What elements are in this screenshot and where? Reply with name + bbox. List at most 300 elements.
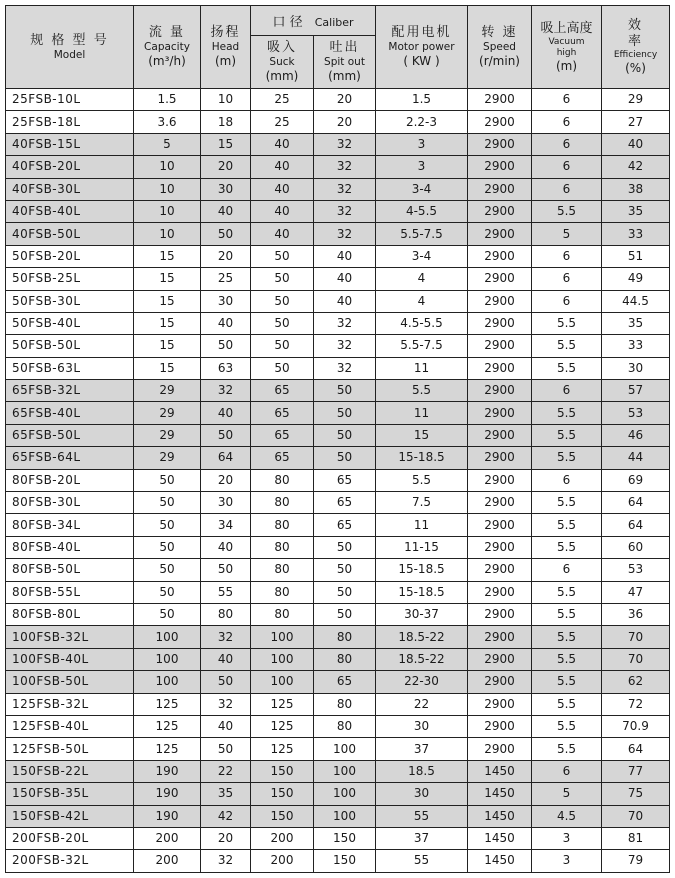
cell-speed: 2900 [468,738,532,760]
cell-vacuum-high: 5.5 [532,335,602,357]
cell-vacuum-high: 5.5 [532,357,602,379]
header-vacuum [532,6,602,89]
cell-capacity: 200 [134,827,201,849]
pump-spec-table-wrapper [5,5,669,873]
cell-head: 40 [201,200,251,222]
table-row [6,424,670,446]
cell-suck: 65 [251,424,314,446]
header-efficiency-en: Efficiency [613,50,658,60]
cell-capacity: 5 [134,133,201,155]
cell-efficiency: 53 [602,559,670,581]
cell-efficiency: 81 [602,827,670,849]
cell-head: 20 [201,827,251,849]
cell-suck: 65 [251,447,314,469]
cell-suck: 25 [251,89,314,111]
cell-model: 200FSB-20L [6,827,134,849]
cell-efficiency: 36 [602,603,670,625]
header-spitout-en: Spit out [324,56,365,68]
cell-vacuum-high: 6 [532,760,602,782]
cell-vacuum-high: 5.5 [532,581,602,603]
cell-speed: 2900 [468,715,532,737]
cell-speed: 2900 [468,200,532,222]
cell-motor-power: 37 [376,827,468,849]
cell-capacity: 15 [134,290,201,312]
cell-vacuum-high: 5.5 [532,402,602,424]
cell-speed: 2900 [468,603,532,625]
cell-motor-power: 11 [376,357,468,379]
cell-speed: 2900 [468,424,532,446]
cell-model: 80FSB-34L [6,514,134,536]
cell-speed: 2900 [468,335,532,357]
table-row [6,335,670,357]
cell-suck: 200 [251,827,314,849]
cell-capacity: 125 [134,715,201,737]
cell-spit-out: 32 [314,335,376,357]
pump-spec-table [5,5,670,873]
cell-spit-out: 100 [314,738,376,760]
table-row [6,156,670,178]
cell-speed: 2900 [468,536,532,558]
cell-head: 50 [201,559,251,581]
cell-motor-power: 5.5 [376,380,468,402]
cell-vacuum-high: 5 [532,783,602,805]
cell-efficiency: 64 [602,738,670,760]
cell-spit-out: 65 [314,492,376,514]
cell-efficiency: 44.5 [602,290,670,312]
cell-model: 100FSB-40L [6,648,134,670]
cell-suck: 125 [251,693,314,715]
cell-suck: 40 [251,178,314,200]
cell-capacity: 29 [134,424,201,446]
cell-head: 40 [201,715,251,737]
header-vacuum-zh: 吸上高度 [540,20,593,36]
table-row [6,581,670,603]
cell-efficiency: 72 [602,693,670,715]
cell-capacity: 50 [134,514,201,536]
cell-capacity: 29 [134,402,201,424]
cell-motor-power: 11-15 [376,536,468,558]
cell-speed: 2900 [468,559,532,581]
cell-speed: 2900 [468,290,532,312]
cell-capacity: 100 [134,648,201,670]
table-row [6,738,670,760]
table-row [6,469,670,491]
cell-efficiency: 35 [602,200,670,222]
cell-model: 80FSB-40L [6,536,134,558]
cell-speed: 2900 [468,693,532,715]
cell-vacuum-high: 5.5 [532,715,602,737]
cell-efficiency: 30 [602,357,670,379]
cell-vacuum-high: 5.5 [532,514,602,536]
cell-model: 100FSB-32L [6,626,134,648]
header-efficiency-unit: (%) [625,61,646,75]
cell-head: 20 [201,469,251,491]
cell-efficiency: 60 [602,536,670,558]
cell-efficiency: 44 [602,447,670,469]
cell-head: 20 [201,156,251,178]
cell-spit-out: 65 [314,671,376,693]
cell-efficiency: 47 [602,581,670,603]
cell-model: 100FSB-50L [6,671,134,693]
table-row [6,89,670,111]
table-row [6,133,670,155]
cell-motor-power: 18.5-22 [376,626,468,648]
cell-capacity: 15 [134,335,201,357]
cell-model: 80FSB-80L [6,603,134,625]
cell-spit-out: 32 [314,312,376,334]
cell-model: 200FSB-32L [6,850,134,872]
cell-head: 50 [201,424,251,446]
cell-model: 125FSB-50L [6,738,134,760]
header-vacuum-en: Vacuum high [548,36,585,58]
cell-capacity: 190 [134,805,201,827]
header-speed-en: Speed [483,41,516,53]
header-head-en: Head [211,41,240,53]
header-model-en: Model [53,48,86,61]
cell-speed: 2900 [468,357,532,379]
cell-spit-out: 40 [314,290,376,312]
header-motor-zh: 配用电机 [391,25,452,40]
cell-spit-out: 50 [314,402,376,424]
cell-efficiency: 75 [602,783,670,805]
cell-vacuum-high: 3 [532,850,602,872]
table-row [6,827,670,849]
cell-capacity: 125 [134,693,201,715]
cell-motor-power: 3-4 [376,178,468,200]
cell-model: 125FSB-40L [6,715,134,737]
cell-vacuum-high: 5.5 [532,603,602,625]
cell-motor-power: 18.5-22 [376,648,468,670]
cell-motor-power: 15-18.5 [376,581,468,603]
cell-spit-out: 40 [314,245,376,267]
cell-efficiency: 70.9 [602,715,670,737]
cell-vacuum-high: 5 [532,223,602,245]
cell-efficiency: 33 [602,223,670,245]
cell-speed: 2900 [468,156,532,178]
header-capacity-en: Capacity [144,41,190,53]
cell-head: 22 [201,760,251,782]
cell-speed: 2900 [468,178,532,200]
cell-efficiency: 40 [602,133,670,155]
cell-vacuum-high: 6 [532,133,602,155]
header-caliber [251,6,376,36]
cell-capacity: 3.6 [134,111,201,133]
cell-head: 63 [201,357,251,379]
cell-efficiency: 35 [602,312,670,334]
cell-suck: 50 [251,290,314,312]
cell-suck: 50 [251,268,314,290]
table-row [6,357,670,379]
table-row [6,380,670,402]
header-suck-unit: (mm) [265,69,299,83]
header-speed-zh: 转 速 [481,25,518,40]
cell-suck: 50 [251,335,314,357]
cell-efficiency: 38 [602,178,670,200]
cell-vacuum-high: 6 [532,245,602,267]
cell-capacity: 29 [134,447,201,469]
cell-motor-power: 18.5 [376,760,468,782]
cell-spit-out: 50 [314,380,376,402]
cell-capacity: 50 [134,559,201,581]
cell-model: 50FSB-20L [6,245,134,267]
table-header [6,6,670,89]
cell-motor-power: 22-30 [376,671,468,693]
cell-model: 40FSB-40L [6,200,134,222]
table-row [6,223,670,245]
cell-efficiency: 64 [602,492,670,514]
cell-speed: 2900 [468,245,532,267]
cell-vacuum-high: 6 [532,178,602,200]
cell-efficiency: 49 [602,268,670,290]
cell-head: 32 [201,693,251,715]
cell-model: 65FSB-32L [6,380,134,402]
cell-vacuum-high: 5.5 [532,671,602,693]
cell-spit-out: 32 [314,178,376,200]
header-speed [468,6,532,89]
cell-head: 32 [201,380,251,402]
cell-vacuum-high: 6 [532,290,602,312]
cell-motor-power: 7.5 [376,492,468,514]
cell-model: 40FSB-20L [6,156,134,178]
cell-suck: 150 [251,760,314,782]
header-head [201,6,251,89]
cell-suck: 200 [251,850,314,872]
cell-suck: 50 [251,312,314,334]
cell-efficiency: 79 [602,850,670,872]
cell-suck: 100 [251,671,314,693]
cell-motor-power: 2.2-3 [376,111,468,133]
header-head-unit: (m) [214,54,237,68]
table-row [6,268,670,290]
table-row [6,536,670,558]
cell-model: 40FSB-30L [6,178,134,200]
cell-suck: 40 [251,200,314,222]
cell-suck: 40 [251,156,314,178]
header-spitout [314,36,376,89]
table-row [6,178,670,200]
cell-model: 50FSB-30L [6,290,134,312]
cell-vacuum-high: 6 [532,559,602,581]
cell-model: 25FSB-18L [6,111,134,133]
cell-suck: 80 [251,492,314,514]
cell-motor-power: 55 [376,805,468,827]
cell-vacuum-high: 5.5 [532,693,602,715]
cell-speed: 2900 [468,89,532,111]
cell-suck: 80 [251,603,314,625]
cell-motor-power: 3-4 [376,245,468,267]
cell-suck: 80 [251,536,314,558]
header-suck-zh: 吸入 [266,40,297,55]
cell-speed: 2900 [468,133,532,155]
cell-motor-power: 55 [376,850,468,872]
cell-spit-out: 150 [314,827,376,849]
header-spitout-unit: (mm) [328,69,361,83]
cell-suck: 100 [251,648,314,670]
cell-head: 25 [201,268,251,290]
cell-head: 50 [201,671,251,693]
cell-motor-power: 30 [376,715,468,737]
cell-vacuum-high: 5.5 [532,424,602,446]
cell-speed: 2900 [468,447,532,469]
cell-head: 30 [201,178,251,200]
cell-vacuum-high: 5.5 [532,492,602,514]
header-model [6,6,134,89]
cell-vacuum-high: 6 [532,111,602,133]
cell-spit-out: 50 [314,447,376,469]
cell-head: 55 [201,581,251,603]
cell-motor-power: 11 [376,402,468,424]
cell-motor-power: 3 [376,133,468,155]
cell-head: 10 [201,89,251,111]
header-speed-unit: (r/min) [479,54,520,68]
cell-suck: 80 [251,559,314,581]
table-row [6,447,670,469]
cell-spit-out: 40 [314,268,376,290]
cell-head: 18 [201,111,251,133]
header-model-zh: 规 格 型 号 [30,32,109,48]
cell-vacuum-high: 6 [532,469,602,491]
header-caliber-en: Caliber [314,16,354,29]
table-row [6,693,670,715]
cell-efficiency: 42 [602,156,670,178]
cell-motor-power: 15-18.5 [376,559,468,581]
cell-capacity: 100 [134,626,201,648]
cell-speed: 2900 [468,671,532,693]
cell-model: 80FSB-50L [6,559,134,581]
cell-motor-power: 3 [376,156,468,178]
cell-speed: 1450 [468,783,532,805]
cell-model: 150FSB-42L [6,805,134,827]
cell-motor-power: 5.5-7.5 [376,223,468,245]
cell-head: 50 [201,738,251,760]
table-row [6,245,670,267]
cell-efficiency: 29 [602,89,670,111]
cell-head: 40 [201,402,251,424]
cell-speed: 2900 [468,223,532,245]
header-capacity-zh: 流 量 [148,25,186,40]
cell-speed: 1450 [468,760,532,782]
cell-speed: 2900 [468,581,532,603]
cell-model: 150FSB-35L [6,783,134,805]
cell-speed: 2900 [468,402,532,424]
cell-spit-out: 100 [314,805,376,827]
cell-spit-out: 100 [314,783,376,805]
cell-head: 35 [201,783,251,805]
cell-efficiency: 33 [602,335,670,357]
cell-spit-out: 50 [314,424,376,446]
cell-spit-out: 65 [314,469,376,491]
cell-suck: 125 [251,715,314,737]
cell-head: 30 [201,492,251,514]
cell-speed: 2900 [468,492,532,514]
header-capacity [134,6,201,89]
cell-spit-out: 32 [314,133,376,155]
cell-suck: 80 [251,469,314,491]
cell-speed: 1450 [468,827,532,849]
cell-capacity: 50 [134,492,201,514]
cell-efficiency: 77 [602,760,670,782]
cell-suck: 125 [251,738,314,760]
cell-spit-out: 32 [314,357,376,379]
table-row [6,200,670,222]
cell-motor-power: 4-5.5 [376,200,468,222]
cell-model: 25FSB-10L [6,89,134,111]
cell-vacuum-high: 5.5 [532,648,602,670]
table-row [6,715,670,737]
header-spitout-zh: 吐出 [329,40,360,55]
cell-vacuum-high: 5.5 [532,536,602,558]
cell-model: 50FSB-40L [6,312,134,334]
cell-model: 40FSB-15L [6,133,134,155]
table-row [6,805,670,827]
cell-motor-power: 37 [376,738,468,760]
table-row [6,402,670,424]
cell-efficiency: 70 [602,626,670,648]
cell-spit-out: 100 [314,760,376,782]
cell-speed: 2900 [468,626,532,648]
cell-vacuum-high: 4.5 [532,805,602,827]
header-motor-en: Motor power [388,41,455,53]
cell-capacity: 10 [134,178,201,200]
cell-motor-power: 1.5 [376,89,468,111]
table-row [6,850,670,872]
table-row [6,626,670,648]
cell-motor-power: 5.5 [376,469,468,491]
cell-motor-power: 4 [376,268,468,290]
cell-suck: 100 [251,626,314,648]
cell-efficiency: 51 [602,245,670,267]
cell-efficiency: 62 [602,671,670,693]
cell-head: 42 [201,805,251,827]
table-body [6,89,670,873]
header-capacity-unit: (m³/h) [148,54,186,68]
cell-speed: 1450 [468,850,532,872]
cell-speed: 2900 [468,312,532,334]
table-row [6,312,670,334]
cell-motor-power: 4.5-5.5 [376,312,468,334]
cell-suck: 40 [251,133,314,155]
cell-capacity: 15 [134,268,201,290]
table-row [6,760,670,782]
cell-speed: 1450 [468,805,532,827]
cell-efficiency: 46 [602,424,670,446]
cell-suck: 80 [251,581,314,603]
cell-spit-out: 80 [314,715,376,737]
cell-model: 50FSB-50L [6,335,134,357]
header-suck-en: Suck [269,56,295,68]
cell-capacity: 200 [134,850,201,872]
header-motor [376,6,468,89]
cell-efficiency: 69 [602,469,670,491]
cell-capacity: 125 [134,738,201,760]
cell-motor-power: 30 [376,783,468,805]
table-row [6,111,670,133]
cell-spit-out: 32 [314,223,376,245]
header-head-zh: 扬程 [210,25,241,40]
cell-suck: 50 [251,357,314,379]
cell-efficiency: 27 [602,111,670,133]
cell-model: 65FSB-40L [6,402,134,424]
cell-capacity: 10 [134,156,201,178]
cell-spit-out: 50 [314,536,376,558]
cell-spit-out: 32 [314,200,376,222]
cell-head: 40 [201,312,251,334]
header-vacuum-unit: (m) [555,58,578,73]
cell-spit-out: 50 [314,603,376,625]
header-suck [251,36,314,89]
cell-speed: 2900 [468,268,532,290]
cell-capacity: 10 [134,223,201,245]
